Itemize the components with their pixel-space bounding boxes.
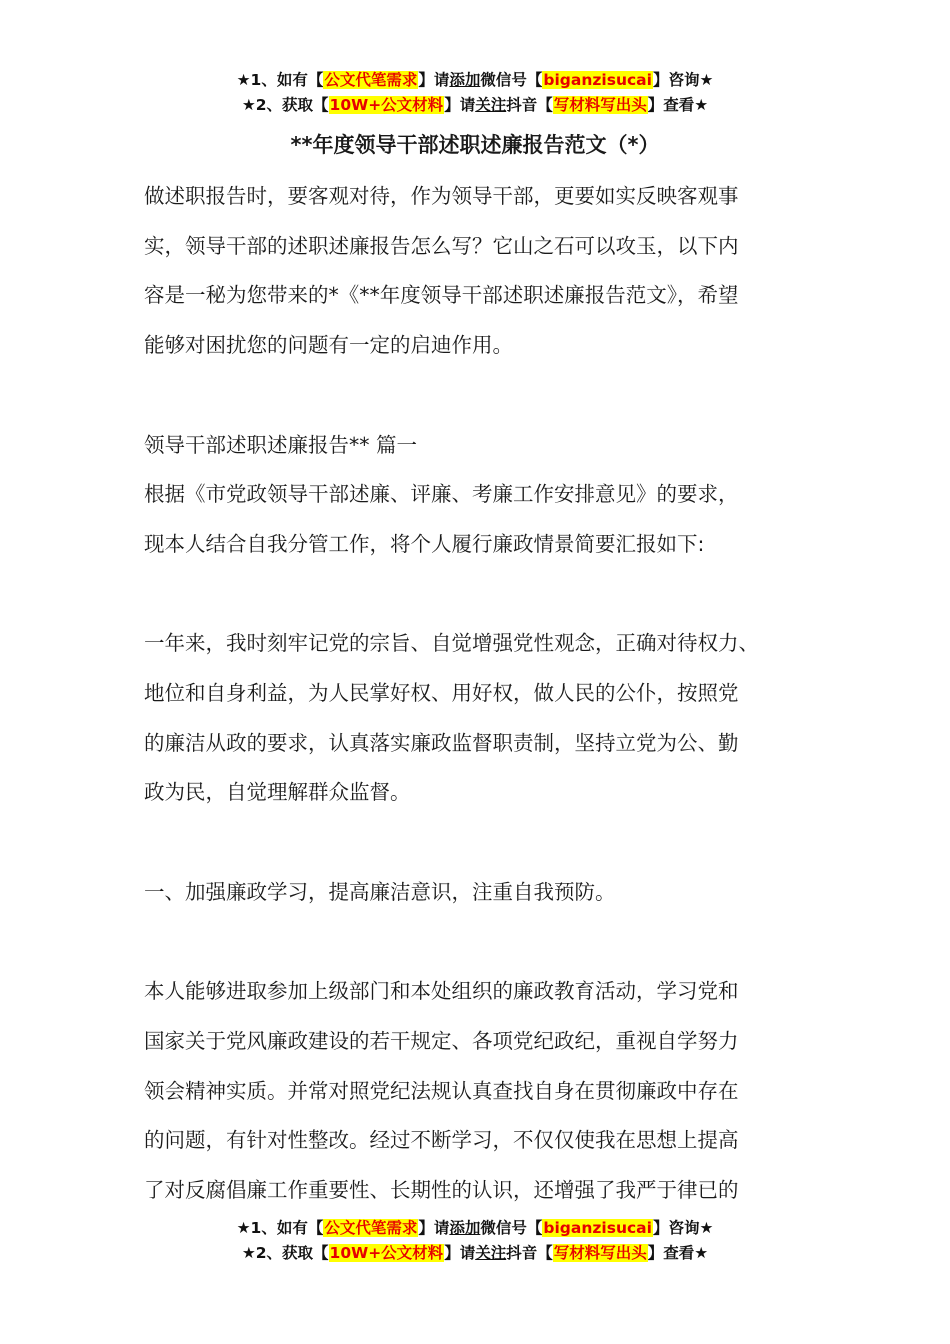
promo-highlight: 写材料写出头 <box>553 96 647 114</box>
promo-text: ★1、如有【 <box>236 71 324 89</box>
promo-highlight: biganzisucai <box>543 71 652 89</box>
body-line: 实，领导干部的述职述廉报告怎么写？它山之石可以攻玉，以下内 <box>144 233 739 258</box>
body-line: 了对反腐倡廉工作重要性、长期性的认识，还增强了我严于律已的 <box>144 1178 739 1202</box>
promo-highlight: 写材料写出头 <box>553 1244 647 1262</box>
promo-underlined: 关注 <box>475 1244 507 1262</box>
point-heading: 一、加强廉政学习，提高廉洁意识，注重自我预防。 <box>144 879 616 904</box>
promo-text: 】请 <box>444 1244 476 1262</box>
document-body <box>144 172 834 1216</box>
body-line: 地位和自身利益，为人民掌好权、用好权，做人民的公仆，按照党 <box>144 681 739 705</box>
promo-text: 】查看★ <box>647 1244 709 1262</box>
section-heading: 领导干部述职述廉报告** 篇一 <box>144 432 418 457</box>
paragraph-gap <box>144 570 834 620</box>
promo-underlined: 添加 <box>449 1219 481 1237</box>
body-line: 的廉洁从政的要求，认真落实廉政监督职责制，坚持立党为公、勤 <box>144 730 739 755</box>
promo-text: ★2、获取【 <box>241 1244 329 1262</box>
body-line: 领会精神实质。并常对照党纪法规认真查找自身在贯彻廉政中存在 <box>144 1078 739 1103</box>
promo-text: ★1、如有【 <box>236 1219 324 1237</box>
promo-text: 】请 <box>418 71 450 89</box>
body-line: 的问题，有针对性整改。经过不断学习，不仅仅使我在思想上提高 <box>144 1128 739 1153</box>
promo-line-1 <box>0 1216 950 1241</box>
promo-line-1 <box>0 68 950 93</box>
promo-line-2 <box>0 1241 950 1266</box>
promo-highlight: 10W+公文材料 <box>329 96 444 114</box>
promo-text: 】请 <box>418 1219 450 1237</box>
promo-underlined: 添加 <box>449 71 481 89</box>
document-title: **年度领导干部述职述廉报告范文（*） <box>290 133 660 157</box>
body-line: 本人能够进取参加上级部门和本处组织的廉政教育活动，学习党和 <box>144 979 739 1004</box>
promo-text: 抖音【 <box>506 96 553 114</box>
body-line: 国家关于党风廉政建设的若干规定、各项党纪政纪，重视自学努力 <box>144 1028 739 1053</box>
body-line: 现本人结合自我分管工作，将个人履行廉政情景简要汇报如下: <box>144 531 705 556</box>
promo-text: 】咨询★ <box>652 71 714 89</box>
body-line: 能够对困扰您的问题有一定的启迪作用。 <box>144 333 513 358</box>
promo-highlight: 公文代笔需求 <box>324 71 418 89</box>
body-line: 做述职报告时，要客观对待，作为领导干部，更要如实反映客观事 <box>144 184 739 208</box>
promo-highlight: biganzisucai <box>543 1219 652 1237</box>
promo-text: 】咨询★ <box>652 1219 714 1237</box>
promo-text: 微信号【 <box>480 71 543 89</box>
promo-text: ★2、获取【 <box>241 96 329 114</box>
promo-banner-bottom <box>0 1216 950 1266</box>
body-line: 根据《市党政领导干部述廉、评廉、考廉工作安排意见》的要求， <box>144 482 739 507</box>
body-line: 一年来，我时刻牢记党的宗旨、自觉增强党性观念，正确对待权力、 <box>144 631 759 656</box>
paragraph-gap <box>144 818 834 868</box>
paragraph-gap <box>144 371 834 421</box>
promo-text: 抖音【 <box>506 1244 553 1262</box>
promo-line-2 <box>0 93 950 118</box>
promo-highlight: 公文代笔需求 <box>324 1219 418 1237</box>
promo-text: 】查看★ <box>647 96 709 114</box>
promo-highlight: 10W+公文材料 <box>329 1244 444 1262</box>
body-line: 容是一秘为您带来的*《**年度领导干部述职述廉报告范文》，希望 <box>144 283 739 308</box>
promo-underlined: 关注 <box>475 96 507 114</box>
promo-text: 微信号【 <box>480 1219 543 1237</box>
promo-text: 】请 <box>444 96 476 114</box>
body-line: 政为民，自觉理解群众监督。 <box>144 780 411 805</box>
promo-banner-top <box>0 68 950 118</box>
paragraph-gap <box>144 918 834 968</box>
